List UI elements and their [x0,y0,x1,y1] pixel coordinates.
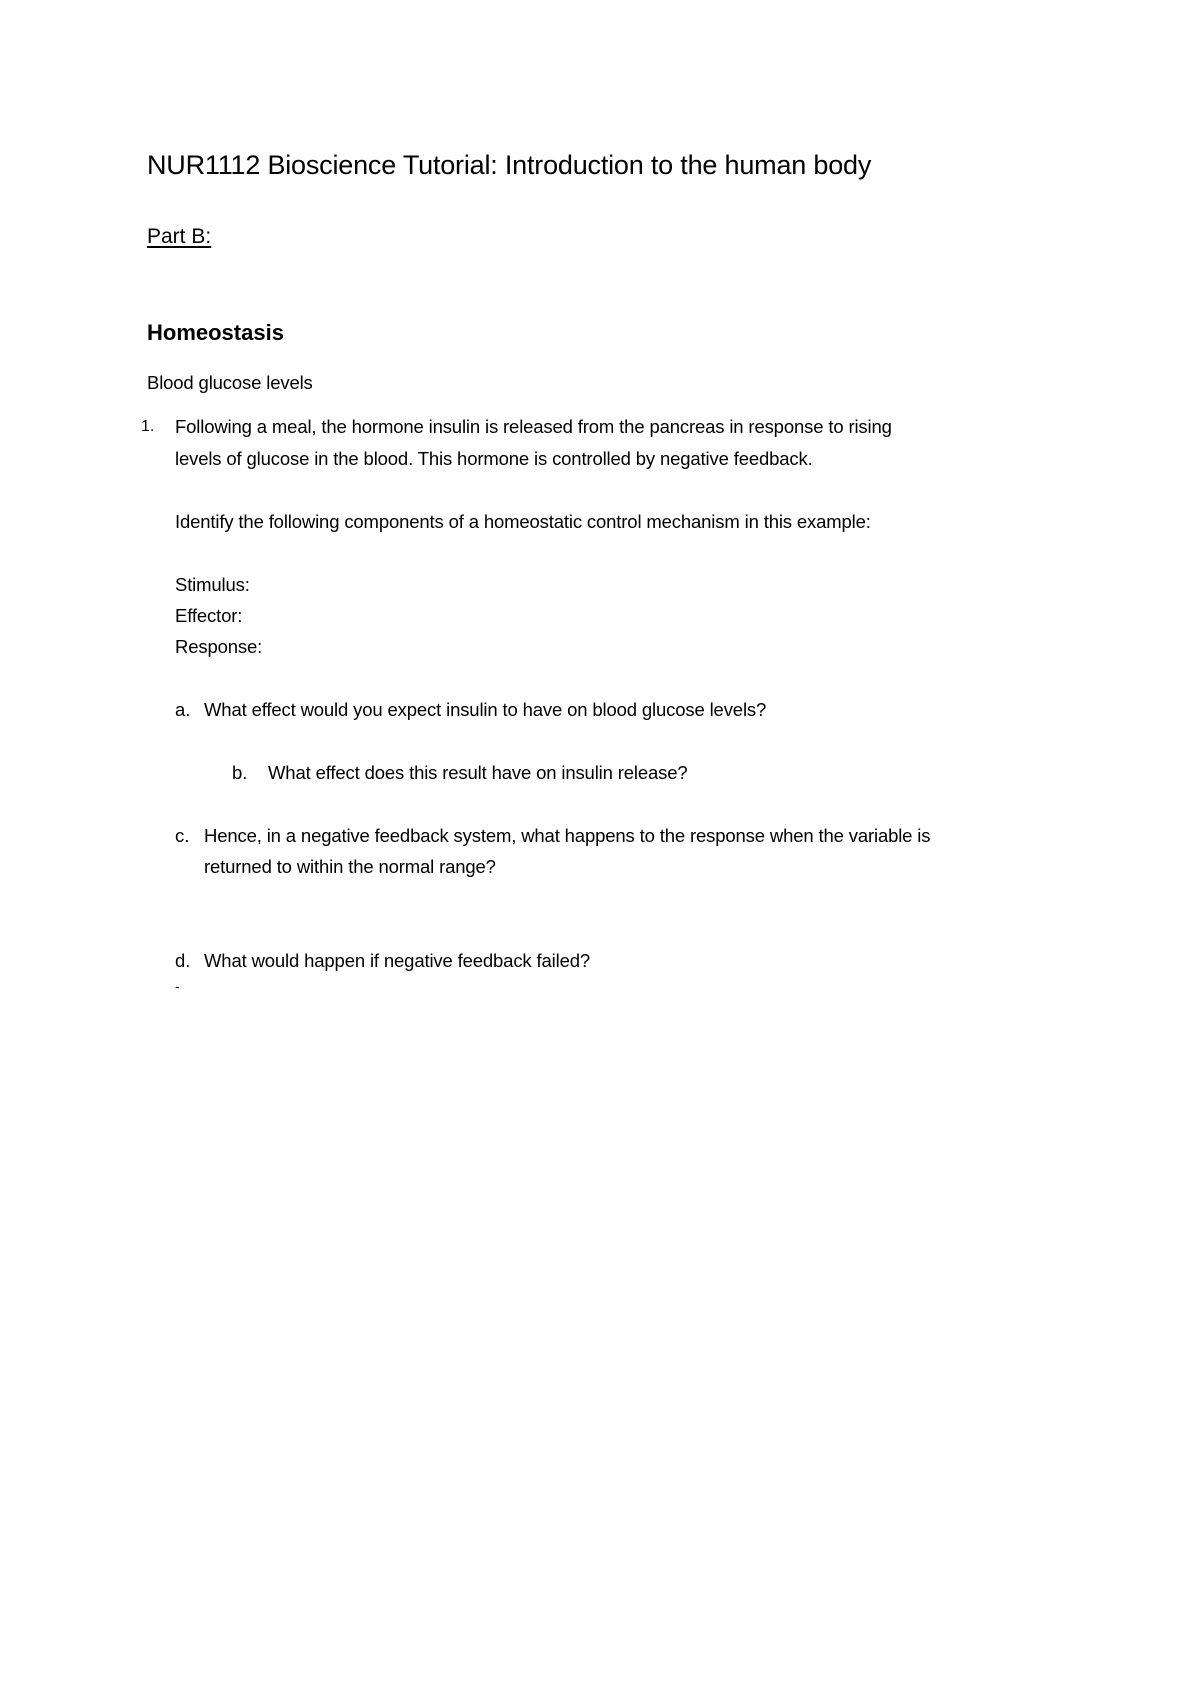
question-text-line: Following a meal, the hormone insulin is released from the pancreas in response to rising [175,416,892,437]
sub-question-text: What effect does this result have on insulin release? [268,762,688,783]
sub-question-marker: c. [175,825,190,846]
trailing-dash: - [175,978,180,994]
sub-question-marker: d. [175,950,191,971]
sub-question-text: What effect would you expect insulin to have on blood glucose levels? [204,699,767,720]
question-text-line: levels of glucose in the blood. This hormone is controlled by negative feedback. [175,448,813,469]
sub-question-text: What would happen if negative feedback failed? [204,950,590,971]
question-number: 1. [141,418,155,435]
component-response: Response: [175,636,263,657]
part-heading: Part B: [147,225,212,248]
component-stimulus: Stimulus: [175,574,250,595]
subheading: Blood glucose levels [147,372,313,393]
sub-question-text: Hence, in a negative feedback system, what happens to the response when the variable is [204,825,931,846]
sub-question-marker: a. [175,699,191,720]
sub-question-marker: b. [232,762,248,783]
section-heading: Homeostasis [147,320,284,345]
sub-question-text: returned to within the normal range? [204,856,496,877]
page-title: NUR1112 Bioscience Tutorial: Introduction to the human body [147,150,872,180]
question-instruction: Identify the following components of a homeostatic control mechanism in this example: [175,511,871,532]
component-effector: Effector: [175,605,243,626]
